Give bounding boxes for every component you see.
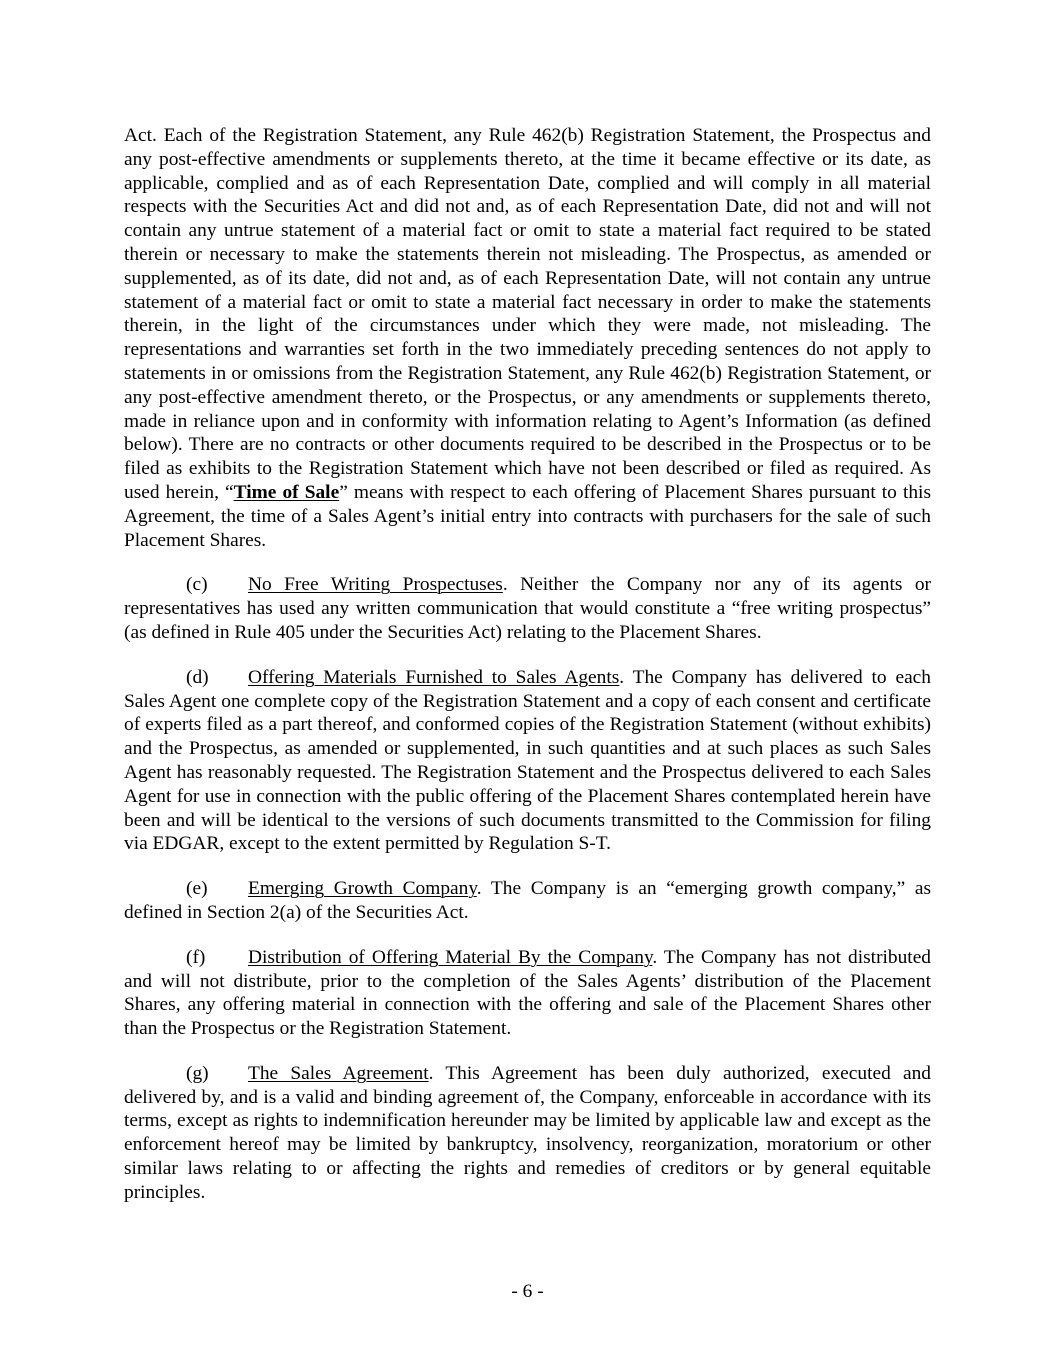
section-e-heading: Emerging Growth Company <box>248 878 477 900</box>
section-f-heading: Distribution of Offering Material By the Company <box>248 946 653 968</box>
section-d-paragraph <box>124 666 931 856</box>
document-page <box>124 124 931 1205</box>
section-g-paragraph <box>124 1062 931 1205</box>
continuation-text-part2: ” means with respect to each offering of Placement Shares pursuant to this Agreement, the time of a Sales Agent’s initial entry into contracts with purchasers for the sale of such Placement Shares. <box>124 481 931 551</box>
page-number: - 6 - <box>511 1281 544 1302</box>
section-e-label: (e) <box>186 878 208 900</box>
section-c-label: (c) <box>186 574 208 596</box>
section-g-body: . This Agreement has been duly authorized, executed and delivered by, and is a valid and binding agreement of, the Company, enforceable in accordance with its terms, except as rights to indemnification hereunder may be limited by applicable law and except as the enforcement hereof may be limited by bankruptcy, insolvency, reorganization, moratorium or other similar laws relating to or affecting the rights and remedies of creditors or by general equitable principles. <box>124 1062 931 1203</box>
section-e-body: . The Company is an “emerging growth company,” as defined in Section 2(a) of the Securities Act. <box>124 878 931 923</box>
section-f-body: . The Company has not distributed and will not distribute, prior to the completion of the Sales Agents’ distribution of the Placement Shares, any offering material in connection with the offering and sale of the Placement Shares other than the Prospectus or the Registration Statement. <box>124 946 931 1040</box>
defined-term-time-of-sale: Time of Sale <box>233 481 340 503</box>
section-d-body: . The Company has delivered to each Sales Agent one complete copy of the Registration Statement and a copy of each consent and certificate of experts filed as a part thereof, and conformed copies of the Registration Statement (without exhibits) and the Prospectus, as amended or supplemented, in such quantities and at such places as such Sales Agent has reasonably requested. The Registration Statement and the Prospectus delivered to each Sales Agent for use in connection with the public offering of the Placement Shares contemplated herein have been and will be identical to the versions of such documents transmitted to the Commission for filing via EDGAR, except to the extent permitted by Regulation S-T. <box>124 666 931 855</box>
section-d-heading: Offering Materials Furnished to Sales Agents <box>248 666 620 688</box>
section-f-paragraph <box>124 946 931 1041</box>
section-c-heading: No Free Writing Prospectuses <box>248 574 503 596</box>
section-g-label: (g) <box>186 1062 209 1084</box>
continuation-text-part1: Act. Each of the Registration Statement, any Rule 462(b) Registration Statement, the Prospectus and any post-effective amendments or supplements thereto, at the time it became effective or its date, as applicable, complied and as of each Representation Date, complied and will comply in all material respects with the Securities Act and did not and, as of each Representation Date, did not and will not contain any untrue statement of a material fact or omit to state a material fact required to be stated therein or necessary to make the statements therein not misleading. The Prospectus, as amended or supplemented, as of its date, did not and, as of each Representation Date, will not contain any untrue statement of a material fact or omit to state a material fact necessary in order to make the statements therein, in the light of the circumstances under which they were made, not misleading. The representations and warranties set forth in the two immediately preceding sentences do not apply to statements in or omissions from the Registration Statement, any Rule 462(b) Registration Statement, or any post-effective amendment thereto, or the Prospectus, or any amendments or supplements thereto, made in reliance upon and in conformity with information relating to Agent’s Information (as defined below). There are no contracts or other documents required to be described in the Prospectus or to be filed as exhibits to the Registration Statement which have not been described or filed as required. As used herein, “ <box>124 125 931 503</box>
section-c-body: . Neither the Company nor any of its agents or representatives has used any written communication that would constitute a “free writing prospectus” (as defined in Rule 405 under the Securities Act) relating to the Placement Shares. <box>124 574 931 643</box>
section-e-paragraph <box>124 877 931 925</box>
section-g-heading: The Sales Agreement <box>248 1062 429 1084</box>
section-d-label: (d) <box>186 666 209 688</box>
section-f-label: (f) <box>186 946 206 968</box>
continuation-paragraph <box>124 124 931 552</box>
section-c-paragraph <box>124 573 931 644</box>
